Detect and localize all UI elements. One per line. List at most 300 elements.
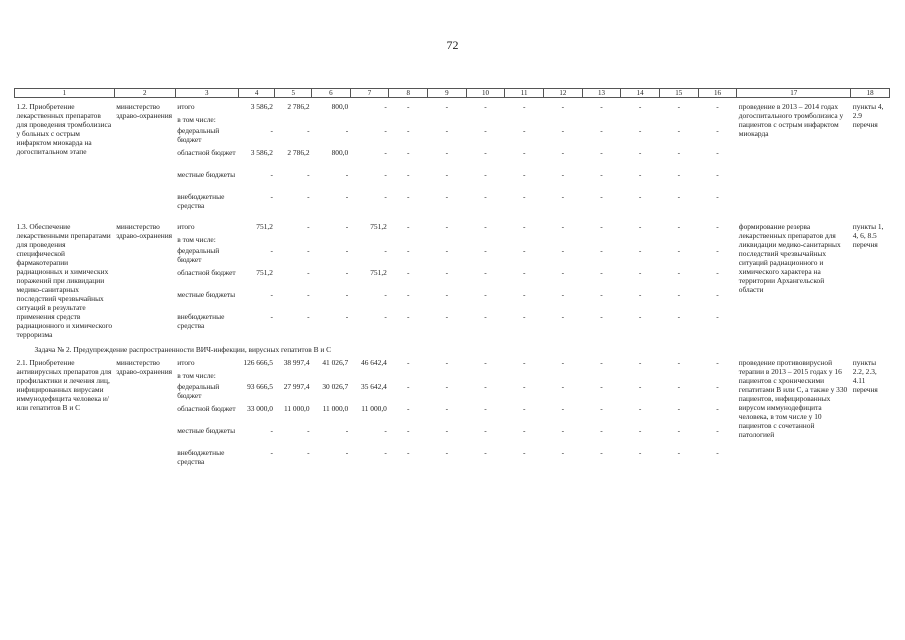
- dash-value: -: [561, 382, 565, 391]
- dash-value: -: [600, 192, 603, 201]
- dash-value: -: [484, 126, 487, 135]
- funding-source: областной бюджет: [177, 268, 236, 277]
- amount-value: -: [270, 290, 273, 299]
- page-number: 72: [446, 38, 459, 52]
- dash-value: -: [716, 312, 719, 321]
- dash-value: -: [445, 448, 449, 457]
- dash-value: -: [677, 268, 681, 277]
- funding-source: федеральный бюджет: [177, 126, 220, 144]
- dash-value: -: [677, 126, 681, 135]
- empty-year-cell: [582, 358, 621, 470]
- amount-value: -: [307, 312, 310, 321]
- program-row: [15, 358, 890, 470]
- dash-value: -: [561, 358, 565, 367]
- amount-value: 751,2: [256, 268, 273, 277]
- empty-year-cell: [389, 358, 428, 470]
- dash-value: -: [522, 102, 526, 111]
- dash-value: -: [716, 426, 719, 435]
- program-row: [15, 222, 890, 339]
- dash-value: [468, 371, 503, 380]
- empty-year-cell: [621, 102, 660, 214]
- dash-value: -: [522, 148, 526, 157]
- amount-value: -: [270, 426, 273, 435]
- measure-title: 1.3. Обеспечение лекарственными препаратами для проведения специфической фармакотерапии радиационных и химических поражений при ликвидации медико-санитарных последствий чрезвычайных ситуаций в результате применения средств радиационного и химического терроризма: [16, 222, 113, 339]
- dash-value: -: [638, 312, 642, 321]
- amount-value: -: [270, 192, 273, 201]
- empty-year-cell: [659, 222, 698, 339]
- dash-value: -: [600, 170, 603, 179]
- list-points: пункты 4, 2.9 перечня: [852, 102, 884, 129]
- dash-value: -: [522, 404, 526, 413]
- dash-value: -: [600, 382, 603, 391]
- amount-value: 33 000,0: [247, 404, 273, 413]
- dash-value: -: [522, 222, 526, 231]
- amount-value: 35 642,4: [361, 382, 387, 391]
- executor: министерство здраво-охранения: [116, 358, 173, 376]
- funding-source: областной бюджет: [177, 148, 236, 157]
- amount-value: 751,2: [370, 222, 387, 231]
- dash-value: -: [716, 382, 719, 391]
- amount-value: -: [345, 222, 349, 231]
- dash-value: [584, 371, 619, 380]
- empty-year-cell: [582, 102, 621, 214]
- dash-value: -: [600, 126, 603, 135]
- dash-value: -: [561, 448, 565, 457]
- dash-value: -: [445, 222, 449, 231]
- amount-value: 2 786,2: [287, 148, 310, 157]
- amount-value: 3 586,2: [250, 148, 273, 157]
- dash-value: -: [677, 382, 681, 391]
- dash-value: -: [406, 382, 410, 391]
- funding-source: в том числе:: [177, 235, 216, 244]
- amount-value: [314, 235, 349, 244]
- column-number: 2: [114, 89, 175, 98]
- dash-value: -: [406, 312, 410, 321]
- empty-year-cell: [544, 358, 583, 470]
- executor: министерство здраво-охранения: [116, 102, 173, 120]
- amount-value: [240, 235, 273, 244]
- dash-value: -: [484, 102, 487, 111]
- empty-year-cell: [389, 222, 428, 339]
- dash-value: [700, 371, 735, 380]
- dash-value: [507, 115, 542, 124]
- amount-value: [352, 371, 387, 380]
- column-number: 1: [15, 89, 115, 98]
- funding-source: местные бюджеты: [177, 290, 236, 299]
- dash-value: -: [522, 312, 526, 321]
- funding-source: областной бюджет: [177, 404, 236, 413]
- funding-source: федеральный бюджет: [177, 246, 220, 264]
- dash-value: -: [522, 170, 526, 179]
- column-number: 6: [312, 89, 351, 98]
- amount-value: 38 997,4: [283, 358, 310, 367]
- program-row: [15, 102, 890, 214]
- funding-source: итого: [177, 358, 195, 367]
- dash-value: -: [445, 268, 449, 277]
- dash-value: [507, 371, 542, 380]
- amount-value: -: [384, 448, 387, 457]
- dash-value: -: [638, 290, 642, 299]
- empty-year-cell: [505, 222, 544, 339]
- amount-value: -: [345, 126, 349, 135]
- dash-value: [430, 235, 465, 244]
- dash-value: -: [406, 170, 410, 179]
- year3-values: [350, 102, 389, 214]
- dash-value: -: [561, 148, 565, 157]
- year2-values: [312, 102, 351, 214]
- dash-value: -: [445, 404, 449, 413]
- amount-value: -: [384, 170, 387, 179]
- amount-value: -: [384, 246, 387, 255]
- amount-value: 11 000,0: [283, 404, 310, 413]
- dash-value: -: [561, 268, 565, 277]
- dash-value: [430, 371, 465, 380]
- dash-value: -: [716, 268, 719, 277]
- dash-value: -: [638, 102, 642, 111]
- dash-value: -: [522, 192, 526, 201]
- dash-value: -: [716, 148, 719, 157]
- amount-value: -: [345, 290, 349, 299]
- dash-value: -: [522, 448, 526, 457]
- executor: министерство здраво-охранения: [116, 222, 173, 240]
- dash-value: -: [522, 268, 526, 277]
- amount-value: -: [307, 192, 310, 201]
- dash-value: -: [522, 290, 526, 299]
- amount-value: -: [384, 290, 387, 299]
- dash-value: -: [677, 102, 681, 111]
- column-number: 9: [428, 89, 467, 98]
- empty-year-cell: [698, 222, 737, 339]
- dash-value: -: [716, 448, 719, 457]
- dash-value: -: [716, 126, 719, 135]
- amount-value: -: [307, 268, 310, 277]
- dash-value: -: [484, 268, 487, 277]
- funding-source: местные бюджеты: [177, 426, 236, 435]
- column-number: 5: [275, 89, 312, 98]
- funding-source: федеральный бюджет: [177, 382, 220, 400]
- dash-value: -: [638, 170, 642, 179]
- funding-source: в том числе:: [177, 371, 216, 380]
- amount-value: -: [345, 268, 349, 277]
- year1-values: [275, 358, 312, 470]
- dash-value: -: [716, 192, 719, 201]
- amount-value: 27 997,4: [283, 382, 310, 391]
- dash-value: -: [561, 290, 565, 299]
- empty-year-cell: [466, 358, 505, 470]
- dash-value: -: [561, 126, 565, 135]
- column-number: 7: [350, 89, 389, 98]
- dash-value: -: [600, 426, 603, 435]
- task-heading: Задача № 2. Предупреждение распространенности ВИЧ-инфекции, вирусных гепатитов В и С: [34, 345, 332, 354]
- year1-values: [275, 222, 312, 339]
- dash-value: -: [484, 290, 487, 299]
- measure-title: 1.2. Приобретение лекарственных препаратов для проведения тромболизиса у больных с острым инфарктом миокарда на догоспитальном этапе: [16, 102, 112, 156]
- dash-value: -: [445, 170, 449, 179]
- amount-value: [277, 235, 310, 244]
- amount-value: -: [307, 126, 310, 135]
- dash-value: -: [677, 358, 681, 367]
- funding-source: в том числе:: [177, 115, 216, 124]
- expected-result: проведение в 2013 – 2014 годах догоспитального тромболизиса у пациентов с острым инфарктом миокарда: [738, 102, 844, 138]
- dash-value: -: [484, 192, 487, 201]
- measure-title: 2.1. Приобретение антивирусных препаратов для профилактики и лечения лиц, инфицированных вирусами иммунодефицита человека и/или гепатитов В и С: [16, 358, 112, 412]
- column-number: 4: [238, 89, 275, 98]
- dash-value: -: [638, 268, 642, 277]
- amount-value: -: [307, 170, 310, 179]
- dash-value: -: [406, 426, 410, 435]
- dash-value: [584, 115, 619, 124]
- empty-year-cell: [659, 358, 698, 470]
- dash-value: -: [445, 290, 449, 299]
- empty-year-cell: [698, 358, 737, 470]
- dash-value: -: [638, 358, 642, 367]
- dash-value: -: [561, 246, 565, 255]
- empty-year-cell: [544, 102, 583, 214]
- dash-value: [700, 235, 735, 244]
- dash-value: -: [445, 126, 449, 135]
- dash-value: -: [406, 448, 410, 457]
- dash-value: -: [600, 358, 603, 367]
- funding-source: итого: [177, 102, 195, 111]
- empty-year-cell: [621, 222, 660, 339]
- dash-value: -: [522, 426, 526, 435]
- task-heading-row: [15, 339, 890, 358]
- dash-value: -: [561, 102, 565, 111]
- dash-value: -: [406, 268, 410, 277]
- amount-value: [314, 115, 349, 124]
- empty-year-cell: [428, 102, 467, 214]
- amount-value: -: [384, 312, 387, 321]
- dash-value: -: [445, 246, 449, 255]
- dash-value: -: [406, 222, 410, 231]
- empty-year-cell: [505, 358, 544, 470]
- column-number: 11: [505, 89, 544, 98]
- dash-value: -: [406, 358, 410, 367]
- dash-value: [468, 235, 503, 244]
- dash-value: -: [638, 126, 642, 135]
- dash-value: -: [484, 170, 487, 179]
- dash-value: -: [638, 382, 642, 391]
- column-number: 8: [389, 89, 428, 98]
- amount-value: -: [345, 170, 349, 179]
- dash-value: -: [600, 312, 603, 321]
- amount-value: -: [345, 246, 349, 255]
- amount-value: [240, 371, 273, 380]
- amount-value: 41 026,7: [322, 358, 349, 367]
- dash-value: -: [445, 358, 449, 367]
- funding-source: местные бюджеты: [177, 170, 236, 179]
- dash-value: -: [677, 192, 681, 201]
- dash-value: [546, 115, 581, 124]
- dash-value: -: [406, 126, 410, 135]
- dash-value: -: [716, 290, 719, 299]
- dash-value: -: [561, 192, 565, 201]
- funding-sources: [175, 102, 238, 214]
- expected-result: формирование резерва лекарственных препаратов для ликвидации медико-санитарных последствий чрезвычайных ситуаций радиационного и химического характера на территории Архангельской области: [738, 222, 841, 294]
- empty-year-cell: [544, 222, 583, 339]
- amount-value: [240, 115, 273, 124]
- amount-value: 30 026,7: [322, 382, 349, 391]
- dash-value: [584, 235, 619, 244]
- dash-value: -: [677, 404, 681, 413]
- dash-value: -: [638, 192, 642, 201]
- amount-value: -: [270, 448, 273, 457]
- amount-value: 11 000,0: [361, 404, 387, 413]
- dash-value: -: [484, 148, 487, 157]
- expected-result: проведение противовирусной терапии в 2013 – 2015 годах у 16 пациентов с хроническими гепатитами В или С, а также у 330 пациентов, инфицированных вирусом иммунодефицита человека, в том числе у 10 пациентов с сочетанной патологией: [738, 358, 848, 439]
- total-values: [238, 102, 275, 214]
- year2-values: [312, 222, 351, 339]
- dash-value: -: [638, 426, 642, 435]
- amount-value: 2 786,2: [287, 102, 310, 111]
- dash-value: [661, 235, 696, 244]
- empty-year-cell: [389, 102, 428, 214]
- dash-value: -: [445, 148, 449, 157]
- amount-value: 93 666,5: [247, 382, 273, 391]
- dash-value: -: [406, 102, 410, 111]
- total-values: [238, 358, 275, 470]
- dash-value: -: [600, 102, 603, 111]
- dash-value: [391, 115, 426, 124]
- funding-sources: [175, 358, 238, 470]
- column-number: 12: [544, 89, 583, 98]
- dash-value: [468, 115, 503, 124]
- amount-value: 11 000,0: [322, 404, 349, 413]
- dash-value: -: [445, 192, 449, 201]
- funding-source: внебюджетные средства: [177, 312, 225, 330]
- amount-value: [352, 115, 387, 124]
- dash-value: -: [638, 148, 642, 157]
- dash-value: -: [484, 312, 487, 321]
- dash-value: -: [561, 404, 565, 413]
- dash-value: [661, 115, 696, 124]
- dash-value: -: [561, 222, 565, 231]
- dash-value: -: [406, 290, 410, 299]
- empty-year-cell: [466, 102, 505, 214]
- empty-year-cell: [428, 358, 467, 470]
- dash-value: -: [484, 426, 487, 435]
- dash-value: -: [677, 312, 681, 321]
- column-number-row: [15, 89, 890, 98]
- dash-value: -: [716, 404, 719, 413]
- dash-value: -: [677, 170, 681, 179]
- amount-value: 3 586,2: [250, 102, 273, 111]
- dash-value: -: [522, 382, 526, 391]
- amount-value: -: [307, 448, 310, 457]
- dash-value: [430, 115, 465, 124]
- dash-value: -: [716, 246, 719, 255]
- dash-value: -: [716, 358, 719, 367]
- amount-value: -: [384, 148, 387, 157]
- amount-value: -: [384, 102, 387, 111]
- column-number: 17: [737, 89, 851, 98]
- dash-value: -: [638, 448, 642, 457]
- amount-value: 46 642,4: [361, 358, 387, 367]
- dash-value: -: [600, 246, 603, 255]
- column-number: 18: [851, 89, 890, 98]
- amount-value: [277, 115, 310, 124]
- dash-value: -: [677, 246, 681, 255]
- dash-value: -: [445, 426, 449, 435]
- empty-year-cell: [466, 222, 505, 339]
- dash-value: -: [638, 246, 642, 255]
- column-number: 15: [659, 89, 698, 98]
- dash-value: [623, 115, 658, 124]
- dash-value: [507, 235, 542, 244]
- column-number: 16: [698, 89, 737, 98]
- dash-value: -: [484, 358, 487, 367]
- year2-values: [312, 358, 351, 470]
- dash-value: -: [445, 312, 449, 321]
- amount-value: -: [307, 222, 310, 231]
- dash-value: -: [406, 148, 410, 157]
- dash-value: -: [600, 290, 603, 299]
- funding-source: итого: [177, 222, 195, 231]
- dash-value: -: [445, 102, 449, 111]
- dash-value: -: [677, 148, 681, 157]
- amount-value: [314, 371, 349, 380]
- empty-year-cell: [582, 222, 621, 339]
- dash-value: -: [600, 268, 603, 277]
- amount-value: [277, 371, 310, 380]
- amount-value: -: [345, 426, 349, 435]
- dash-value: [546, 371, 581, 380]
- total-values: [238, 222, 275, 339]
- empty-year-cell: [428, 222, 467, 339]
- dash-value: -: [561, 426, 565, 435]
- dash-value: -: [561, 312, 565, 321]
- dash-value: -: [677, 448, 681, 457]
- amount-value: 800,0: [331, 102, 349, 111]
- amount-value: -: [345, 448, 349, 457]
- dash-value: -: [406, 246, 410, 255]
- dash-value: [623, 235, 658, 244]
- amount-value: 751,2: [256, 222, 273, 231]
- dash-value: -: [522, 358, 526, 367]
- amount-value: 751,2: [370, 268, 387, 277]
- dash-value: -: [522, 246, 526, 255]
- amount-value: -: [307, 426, 310, 435]
- dash-value: -: [600, 404, 603, 413]
- dash-value: -: [484, 246, 487, 255]
- year1-values: [275, 102, 312, 214]
- amount-value: -: [307, 246, 310, 255]
- empty-year-cell: [659, 102, 698, 214]
- dash-value: -: [484, 222, 487, 231]
- empty-year-cell: [698, 102, 737, 214]
- funding-sources: [175, 222, 238, 339]
- amount-value: -: [384, 426, 387, 435]
- empty-year-cell: [621, 358, 660, 470]
- column-number: 3: [175, 89, 238, 98]
- dash-value: -: [561, 170, 565, 179]
- dash-value: -: [406, 404, 410, 413]
- dash-value: [661, 371, 696, 380]
- amount-value: 800,0: [331, 148, 349, 157]
- amount-value: 126 666,5: [243, 358, 273, 367]
- dash-value: -: [716, 102, 719, 111]
- dash-value: -: [445, 382, 449, 391]
- amount-value: -: [384, 126, 387, 135]
- year3-values: [350, 222, 389, 339]
- dash-value: -: [406, 192, 410, 201]
- column-number: 14: [621, 89, 660, 98]
- dash-value: -: [677, 290, 681, 299]
- dash-value: -: [716, 222, 719, 231]
- list-points: пункты 1, 4, 6, 8.5 перечня: [852, 222, 884, 249]
- empty-year-cell: [505, 102, 544, 214]
- amount-value: -: [270, 126, 273, 135]
